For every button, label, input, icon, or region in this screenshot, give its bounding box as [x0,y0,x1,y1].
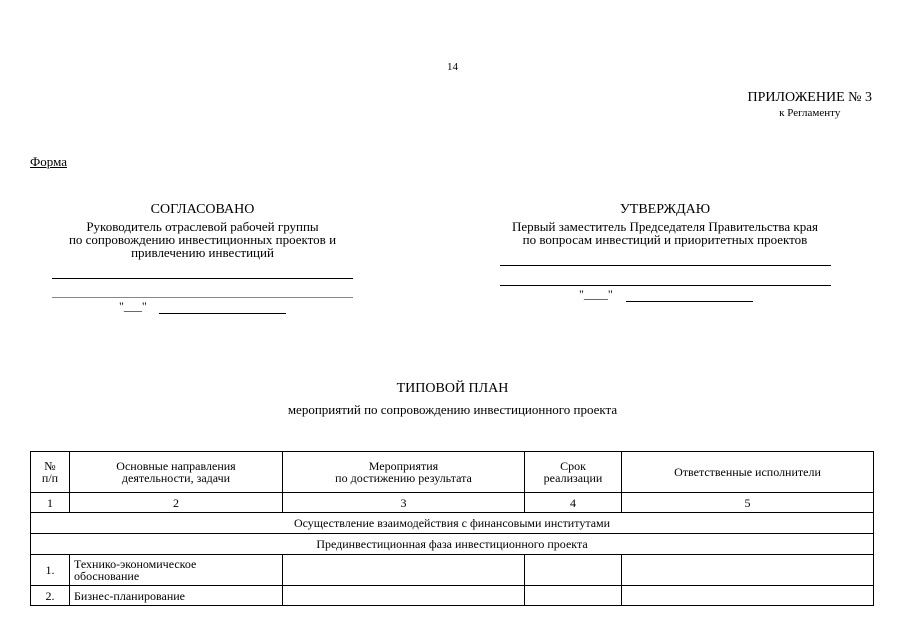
agreed-heading: СОГЛАСОВАНО [150,202,255,217]
row-responsible-cell [622,555,874,586]
agreed-line: Руководитель отраслевой рабочей группы [86,219,319,234]
header-cell-direction: Основные направления деятельности, задачи [70,452,283,493]
section-title: Прединвестиционная фаза инвестиционного проекта [31,534,874,555]
row-number: 2. [31,586,70,606]
agreed-date-line [159,313,286,314]
page-number: 14 [447,61,458,73]
table-row [31,555,874,586]
row-measures-cell [283,586,525,606]
agreed-block [40,203,365,259]
agreed-signature-line [52,278,353,279]
column-number-row [31,493,874,513]
form-label: Форма [30,154,67,169]
column-number: 1 [31,493,70,513]
row-direction: Бизнес-планирование [70,586,283,606]
agreed-line: по сопровождению инвестиционных проектов и [68,232,337,247]
approved-line: Первый заместитель Председателя Правительства края [512,219,818,234]
row-term-cell [525,586,622,606]
plan-title: ТИПОВОЙ ПЛАН [396,381,509,396]
approved-block [480,203,850,246]
row-term-cell [525,555,622,586]
header-cell-number: № п/п [31,452,70,493]
row-number: 1. [31,555,70,586]
agreed-date-quote: "___" [119,299,147,313]
plan-subtitle: мероприятий по сопровождению инвестиционного проекта [287,402,618,417]
approved-heading: УТВЕРЖДАЮ [619,202,711,217]
agreed-line: привлечению инвестиций [131,245,274,260]
row-measures-cell [283,555,525,586]
plan-table [30,451,874,606]
header-cell-measures: Мероприятия по достижению результата [283,452,525,493]
column-number: 3 [283,493,525,513]
section-row [31,534,874,555]
table-row [31,586,874,606]
column-number: 2 [70,493,283,513]
approved-name-line [500,285,831,286]
row-direction: Технико-экономическое обоснование [70,555,283,586]
approved-date-line [626,301,753,302]
header-cell-term: Срок реализации [525,452,622,493]
row-responsible-cell [622,586,874,606]
agreed-name-line [52,297,353,298]
approved-signature-line [500,265,831,266]
appendix-label [748,89,873,120]
column-number: 5 [622,493,874,513]
section-title: Осуществление взаимодействия с финансовыми институтами [31,513,874,534]
table-header-row [31,452,874,493]
approved-line: по вопросам инвестиций и приоритетных проектов [522,232,808,247]
appendix-subtitle: к Регламенту [779,107,841,119]
column-number: 4 [525,493,622,513]
header-cell-responsible: Ответственные исполнители [622,452,874,493]
section-row [31,513,874,534]
approved-date-quote: "____" [579,287,613,301]
appendix-title: ПРИЛОЖЕНИЕ № 3 [747,90,872,105]
